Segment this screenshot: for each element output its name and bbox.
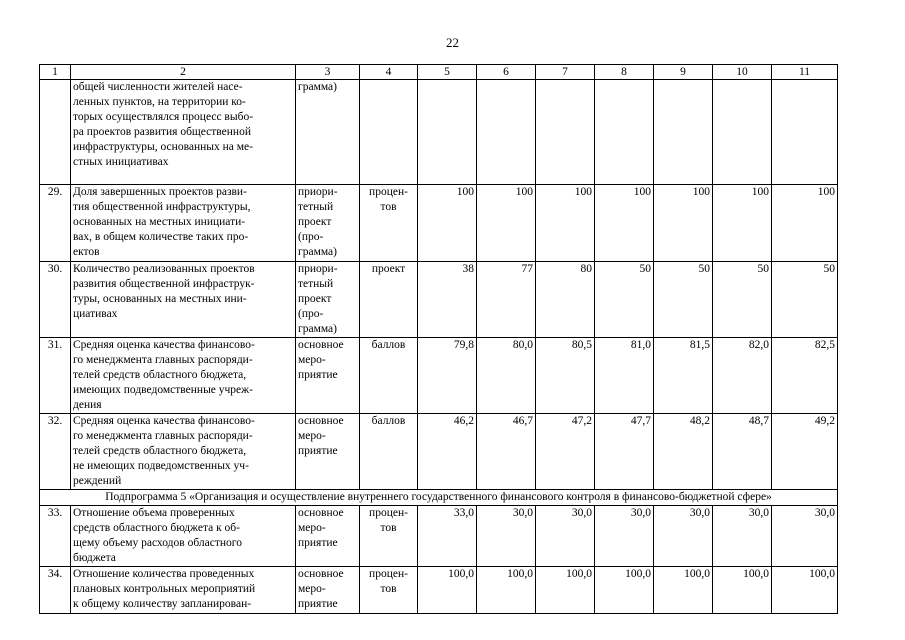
value-cell: 30,0 bbox=[595, 506, 654, 567]
value-cell: 100 bbox=[772, 185, 838, 262]
indicator-name: Количество реализованных проектов развития общественной инфраструк- туры, основанных на местных ини- циативах bbox=[71, 262, 296, 338]
column-header: 7 bbox=[536, 65, 595, 80]
value-cell: 47,7 bbox=[595, 414, 654, 490]
value-cell: 48,7 bbox=[713, 414, 772, 490]
value-cell: 47,2 bbox=[536, 414, 595, 490]
subprogram-row bbox=[40, 490, 838, 506]
value-cell: 48,2 bbox=[654, 414, 713, 490]
column-header: 3 bbox=[296, 65, 360, 80]
indicator-type: основное меро- приятие bbox=[296, 414, 360, 490]
value-cell: 33,0 bbox=[418, 506, 477, 567]
unit: процен- тов bbox=[360, 506, 418, 567]
value-cell: 82,5 bbox=[772, 338, 838, 414]
indicator-name: Отношение количества проведенных плановых контрольных мероприятий к общему количеству запланирован- bbox=[71, 567, 296, 614]
value-cell: 81,0 bbox=[595, 338, 654, 414]
value-cell: 100 bbox=[595, 185, 654, 262]
unit: процен- тов bbox=[360, 567, 418, 614]
value-cell: 46,7 bbox=[477, 414, 536, 490]
value-cell: 30,0 bbox=[713, 506, 772, 567]
value-cell: 30,0 bbox=[772, 506, 838, 567]
value-cell: 79,8 bbox=[418, 338, 477, 414]
indicator-name: Доля завершенных проектов разви- тия общественной инфраструктуры, основанных на местных инициати- вах, в общем количестве таких про- ектов bbox=[71, 185, 296, 262]
value-cell: 100 bbox=[418, 185, 477, 262]
row-number: 32. bbox=[40, 414, 71, 490]
row-number: 33. bbox=[40, 506, 71, 567]
value-cell: 100,0 bbox=[713, 567, 772, 614]
value-cell: 50 bbox=[654, 262, 713, 338]
value-cell: 77 bbox=[477, 262, 536, 338]
column-number-row bbox=[40, 65, 838, 80]
value-cell: 80,5 bbox=[536, 338, 595, 414]
subprogram-title: Подпрограмма 5 «Организация и осуществление внутреннего государственного финансового контроля в финансово-бюджетной сфере» bbox=[40, 490, 838, 506]
value-cell: 49,2 bbox=[772, 414, 838, 490]
column-header: 8 bbox=[595, 65, 654, 80]
indicator-type: основное меро- приятие bbox=[296, 506, 360, 567]
value-cell: 100,0 bbox=[477, 567, 536, 614]
column-header: 6 bbox=[477, 65, 536, 80]
unit: баллов bbox=[360, 414, 418, 490]
indicator-type: основное меро- приятие bbox=[296, 338, 360, 414]
indicator-name: Отношение объема проверенных средств областного бюджета к об- щему объему расходов областного бюджета bbox=[71, 506, 296, 567]
indicator-type: основное меро- приятие bbox=[296, 567, 360, 614]
value-cell: 100 bbox=[536, 185, 595, 262]
indicators-table bbox=[39, 64, 838, 614]
value-cell: 100 bbox=[654, 185, 713, 262]
table-row bbox=[40, 262, 838, 338]
column-header: 11 bbox=[772, 65, 838, 80]
value-cell: 82,0 bbox=[713, 338, 772, 414]
unit: баллов bbox=[360, 338, 418, 414]
value-cell: 50 bbox=[713, 262, 772, 338]
unit: процен- тов bbox=[360, 185, 418, 262]
indicator-name: общей численности жителей насе- ленных пунктов, на территории ко- торых осуществлялся процесс выбо- ра проектов развития общественной инфраструктуры, основанных на ме- стных инициативах bbox=[71, 80, 296, 185]
indicator-name: Средняя оценка качества финансово- го менеджмента главных распоряди- телей средств областного бюджета, имеющих подведомственные учреж- дения bbox=[71, 338, 296, 414]
value-cell: 81,5 bbox=[654, 338, 713, 414]
column-header: 5 bbox=[418, 65, 477, 80]
indicator-type: приори- тетный проект (про- грамма) bbox=[296, 185, 360, 262]
indicator-type: приори- тетный проект (про- грамма) bbox=[296, 262, 360, 338]
value-cell: 100,0 bbox=[418, 567, 477, 614]
value-cell: 100,0 bbox=[536, 567, 595, 614]
table-row-continuation bbox=[40, 80, 838, 185]
table-row bbox=[40, 338, 838, 414]
value-cell: 100,0 bbox=[772, 567, 838, 614]
value-cell: 50 bbox=[772, 262, 838, 338]
value-cell: 50 bbox=[595, 262, 654, 338]
indicator-type: грамма) bbox=[296, 80, 360, 185]
table-row bbox=[40, 567, 838, 614]
row-number: 34. bbox=[40, 567, 71, 614]
value-cell: 100 bbox=[477, 185, 536, 262]
value-cell: 80,0 bbox=[477, 338, 536, 414]
value-cell: 30,0 bbox=[654, 506, 713, 567]
column-header: 4 bbox=[360, 65, 418, 80]
value-cell: 30,0 bbox=[536, 506, 595, 567]
row-number: 29. bbox=[40, 185, 71, 262]
row-number: 31. bbox=[40, 338, 71, 414]
value-cell: 38 bbox=[418, 262, 477, 338]
value-cell: 46,2 bbox=[418, 414, 477, 490]
table-row bbox=[40, 506, 838, 567]
value-cell: 100,0 bbox=[654, 567, 713, 614]
row-number: 30. bbox=[40, 262, 71, 338]
table-row bbox=[40, 185, 838, 262]
unit: проект bbox=[360, 262, 418, 338]
indicator-name: Средняя оценка качества финансово- го менеджмента главных распоряди- телей средств областного бюджета, не имеющих подведомственных уч- реждений bbox=[71, 414, 296, 490]
value-cell: 80 bbox=[536, 262, 595, 338]
column-header: 1 bbox=[40, 65, 71, 80]
column-header: 9 bbox=[654, 65, 713, 80]
column-header: 2 bbox=[71, 65, 296, 80]
page-number: 22 bbox=[446, 35, 459, 50]
value-cell: 100 bbox=[713, 185, 772, 262]
table-row bbox=[40, 414, 838, 490]
value-cell: 100,0 bbox=[595, 567, 654, 614]
value-cell: 30,0 bbox=[477, 506, 536, 567]
column-header: 10 bbox=[713, 65, 772, 80]
